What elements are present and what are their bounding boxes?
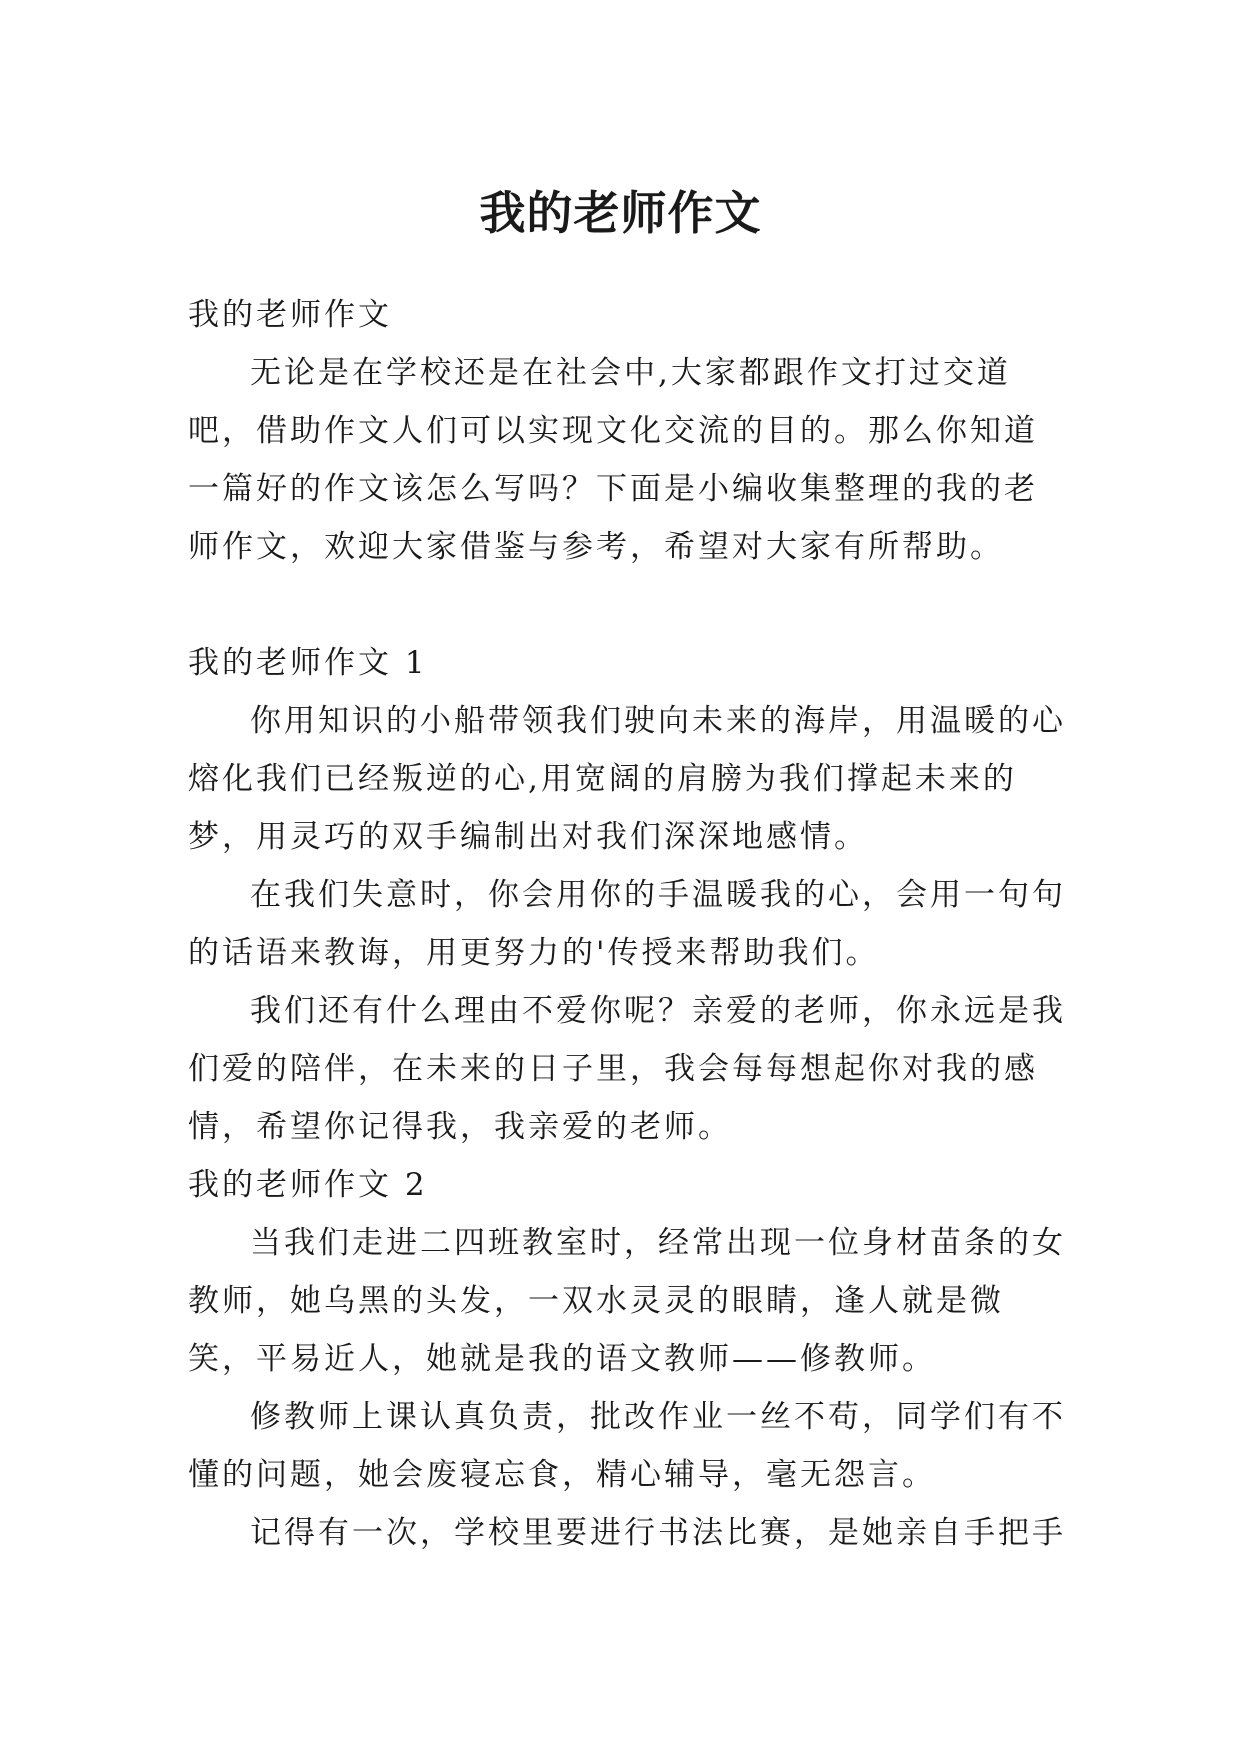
essay-1-paragraph-1: 你用知识的小船带领我们驶向未来的海岸，用温暖的心熔化我们已经叛逆的心,用宽阔的肩膀为我们撑起未来的梦，用灵巧的双手编制出对我们深深地感情。 xyxy=(188,703,1066,855)
essay-2-paragraph-1: 当我们走进二四班教室时，经常出现一位身材苗条的女教师，她乌黑的头发，一双水灵灵的眼睛，逢人就是微笑，平易近人，她就是我的语文教师——修教师。 xyxy=(188,1225,1066,1377)
intro-paragraph: 无论是在学校还是在社会中,大家都跟作文打过交道吧，借助作文人们可以实现文化交流的目的。那么你知道一篇好的作文该怎么写吗？下面是小编收集整理的我的老师作文，欢迎大家借鉴与参考，希望对大家有所帮助。 xyxy=(188,355,1038,565)
essay-2-heading: 我的老师作文 2 xyxy=(188,1167,428,1203)
intro-heading: 我的老师作文 xyxy=(188,297,392,333)
essay-1-heading: 我的老师作文 1 xyxy=(188,645,428,681)
essay-2-paragraph-3: 记得有一次，学校里要进行书法比赛，是她亲自手把手 xyxy=(250,1515,1066,1551)
document-body xyxy=(188,286,1068,1562)
essay-2-paragraph-2: 修教师上课认真负责，批改作业一丝不苟，同学们有不懂的问题，她会废寝忘食，精心辅导，毫无怨言。 xyxy=(188,1399,1066,1493)
section-spacer xyxy=(188,576,1068,634)
essay-1-paragraph-2: 在我们失意时，你会用你的手温暖我的心，会用一句句的话语来教诲，用更努力的'传授来帮助我们。 xyxy=(188,877,1066,971)
essay-1-paragraph-3: 我们还有什么理由不爱你呢？亲爱的老师，你永远是我们爱的陪伴，在未来的日子里，我会每每想起你对我的感情，希望你记得我，我亲爱的老师。 xyxy=(188,993,1066,1145)
document-title: 我的老师作文 xyxy=(479,185,762,240)
